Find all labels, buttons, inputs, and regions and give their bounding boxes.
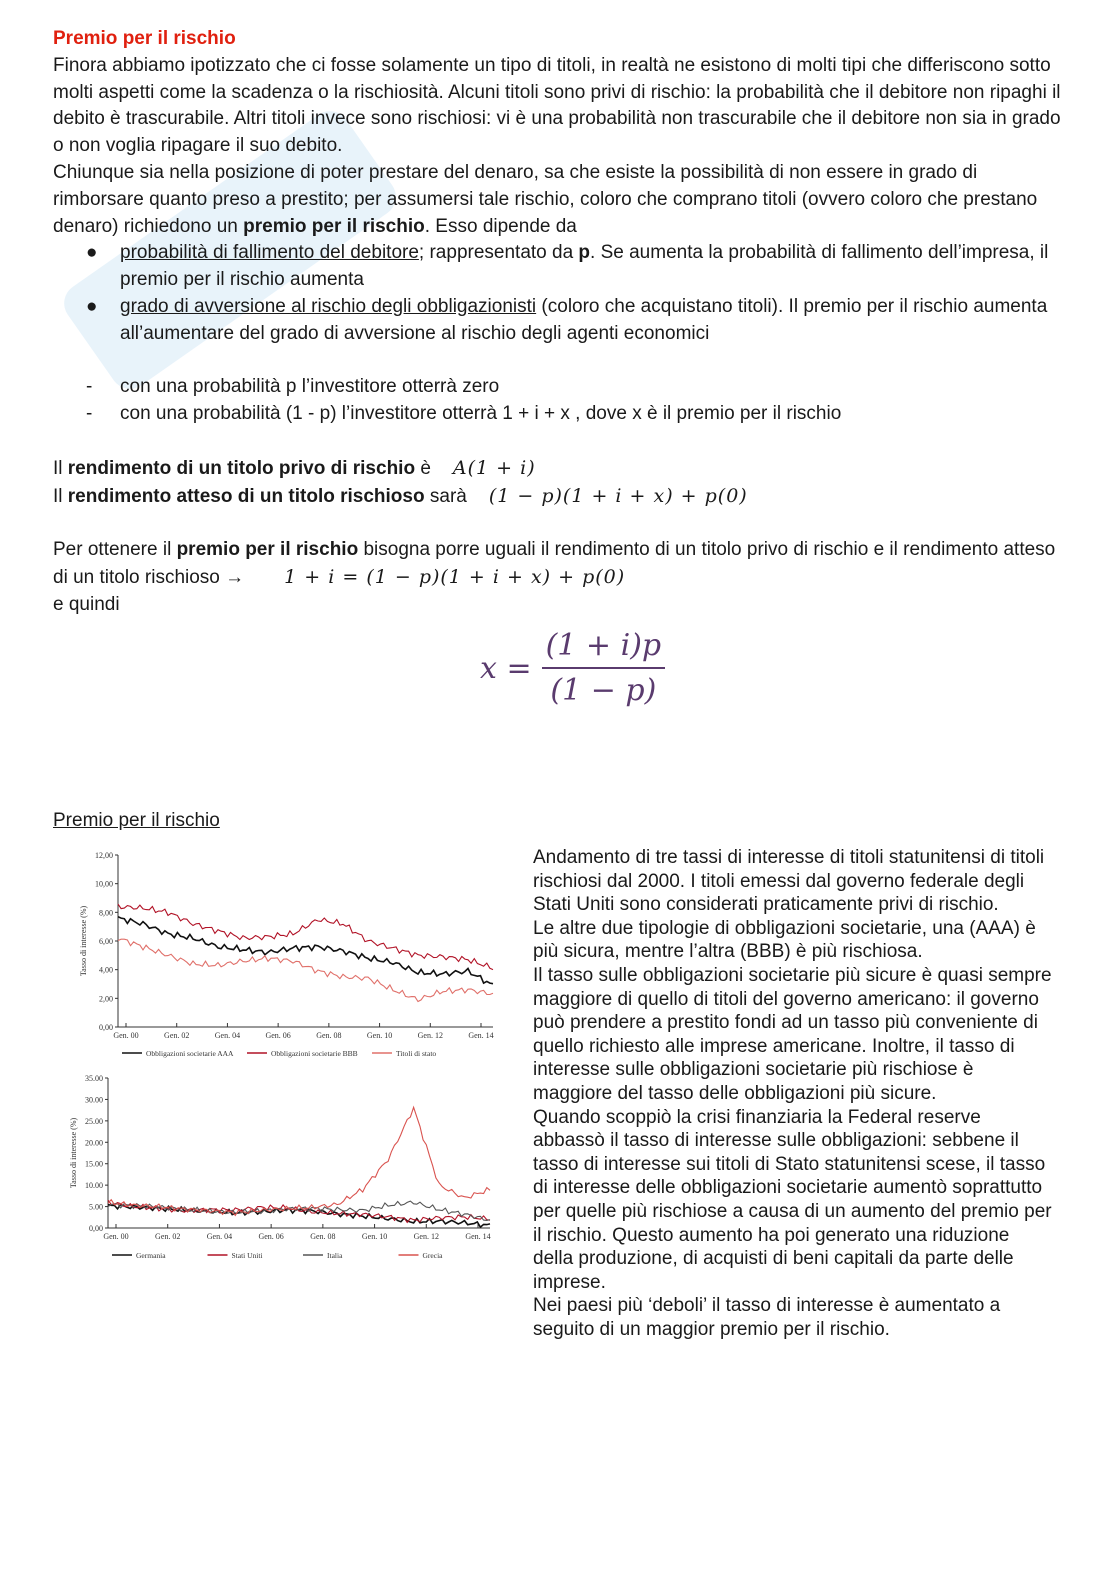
x-tick-label: Gen. 00 — [103, 1232, 129, 1241]
chart-us-rates — [70, 845, 500, 1065]
dash-item — [53, 401, 1063, 428]
y-tick-label: 6,00 — [99, 937, 113, 946]
description-paragraph: Il tasso sulle obbligazioni societarie più sicure è quasi sempre maggiore di quello di titoli del governo americano: il governo può prendere a prestito fondi ad un tasso più conveniente di quello richiesto alle imprese americane. Inoltre, il tasso di interesse sulle obbligazioni societarie più rischiose è maggiore del tasso delle obbligazioni più sicure. — [533, 964, 1052, 1104]
paragraph-3-bold: premio per il rischio — [176, 539, 359, 561]
series-line — [118, 917, 493, 984]
paragraph-3-prefix: Per ottenere il — [53, 539, 177, 561]
x-tick-label: Gen. 10 — [366, 1031, 393, 1040]
x-tick-label: Gen. 14 — [465, 1232, 491, 1241]
legend-label: Obbligazioni societarie AAA — [146, 1049, 234, 1058]
section-intro — [53, 26, 1063, 619]
bullet-dot-icon: ● — [86, 295, 98, 317]
paragraph-2 — [53, 160, 1063, 240]
formula-lhs: x = — [480, 650, 532, 686]
risky-bold: rendimento atteso di un titolo rischioso — [67, 485, 425, 507]
legend-label: Italia — [327, 1251, 343, 1260]
section-2-title: Premio per il rischio — [53, 810, 220, 831]
x-tick-label: Gen. 12 — [417, 1031, 443, 1040]
x-tick-label: Gen. 10 — [361, 1232, 388, 1241]
x-tick-label: Gen. 12 — [413, 1232, 439, 1241]
formula-denominator: (1 − p) — [550, 673, 657, 708]
description-paragraph: Le altre due tipologie di obbligazioni societarie, una (AAA) è più sicura, mentre l’altra (BBB) è più rischiosa. — [533, 917, 1036, 963]
section-title: Premio per il rischio — [53, 28, 236, 49]
y-tick-label: 15.00 — [85, 1159, 103, 1169]
y-tick-label: 20.00 — [85, 1138, 103, 1148]
y-tick-label: 8,00 — [99, 908, 113, 918]
y-tick-label: 10,00 — [95, 879, 113, 889]
risky-formula: (1 − p)(1 + i + x) + p(0) — [488, 484, 748, 507]
y-axis-label: Tasso di interesse (%) — [79, 905, 88, 977]
y-tick-label: 25.00 — [85, 1116, 103, 1126]
bullet-text: ; rappresentato da — [418, 242, 579, 264]
description-paragraph: Nei paesi più ‘deboli’ il tasso di interesse è aumentato a seguito di un maggior premio per il rischio. — [533, 1295, 1001, 1340]
bullet-text-tail: . Se aumenta la probabilità di fallimento dell’impresa, il premio per il rischio aumenta — [120, 242, 1049, 291]
x-tick-label: Gen. 06 — [258, 1232, 284, 1241]
y-tick-label: 4,00 — [99, 965, 113, 975]
legend-label: Obbligazioni societarie BBB — [271, 1049, 358, 1058]
x-tick-label: Gen. 02 — [164, 1031, 190, 1040]
y-axis-label: Tasso di interesse (%) — [69, 1117, 78, 1189]
bullet-dot-icon: ● — [86, 242, 98, 264]
legend-label: Stati Uniti — [231, 1251, 263, 1260]
y-tick-label: 30.00 — [85, 1095, 103, 1105]
bullet-underlined: probabilità di fallimento del debitore — [120, 242, 419, 264]
dash-text: con una probabilità p l’investitore otterrà zero — [120, 376, 500, 398]
risky-suffix: sarà — [424, 485, 467, 507]
risky-prefix: Il — [53, 485, 68, 507]
bullet-text: (coloro che acquistano titoli). Il premio per il rischio aumenta all’aumentare del grado di avversione al rischio degli agenti economici — [120, 295, 1048, 344]
x-tick-label: Gen. 04 — [214, 1031, 241, 1040]
x-tick-label: Gen. 08 — [310, 1232, 336, 1241]
y-tick-label: 35.00 — [85, 1074, 103, 1083]
series-line — [118, 939, 493, 1001]
paragraph-2-bold: premio per il rischio — [243, 215, 425, 237]
bullet-underlined: grado di avversione al rischio degli obbligazionisti — [120, 295, 537, 317]
legend-label: Germania — [136, 1251, 166, 1260]
x-tick-label: Gen. 00 — [113, 1031, 139, 1040]
y-tick-label: 0,00 — [99, 1023, 113, 1032]
paragraph-2-tail: . Esso dipende da — [424, 215, 577, 237]
paragraph-2-text: Chiunque sia nella posizione di poter prestare del denaro, sa che esiste la possibilità di non essere in grado di rimborsare quanto preso a prestito; per assumersi tale rischio, coloro che comprano titoli (ovvero coloro che prestano denaro) richiedono un — [53, 161, 1038, 237]
paragraph-3 — [53, 537, 1063, 592]
bullet-item — [53, 294, 1063, 348]
legend-label: Titoli di stato — [396, 1049, 437, 1058]
description-paragraph: Andamento di tre tassi di interesse di titoli statunitensi di titoli rischiosi dal 2000. I titoli emessi dal governo federale degli Stati Uniti sono considerati praticamente privi di rischio. — [533, 847, 1045, 916]
y-tick-label: 12,00 — [95, 851, 113, 860]
x-tick-label: Gen. 02 — [155, 1232, 181, 1241]
riskfree-suffix: è — [415, 457, 431, 479]
bullet-bold: p — [578, 242, 591, 264]
riskfree-bold: rendimento di un titolo privo di rischio — [67, 457, 416, 479]
x-tick-label: Gen. 06 — [265, 1031, 291, 1040]
x-tick-label: Gen. 08 — [316, 1031, 342, 1040]
legend-label: Grecia — [422, 1251, 443, 1260]
risky-line — [53, 483, 1063, 511]
dash-text: con una probabilità (1 - p) l’investitore otterrà 1 + i + x , dove x è il premio per il rischio — [120, 403, 842, 425]
riskfree-prefix: Il — [53, 457, 68, 479]
risk-premium-formula — [480, 628, 665, 708]
dash-list — [53, 374, 1063, 428]
paragraph-3-text: bisogna porre uguali il rendimento di un titolo privo di rischio e il rendimento atteso di un titolo rischioso → — [53, 539, 1056, 588]
x-tick-label: Gen. 14 — [468, 1031, 494, 1040]
riskfree-formula: A(1 + i) — [452, 456, 536, 479]
x-tick-label: Gen. 04 — [206, 1232, 233, 1241]
y-tick-label: 2,00 — [99, 994, 113, 1004]
paragraph-1: Finora abbiamo ipotizzato che ci fosse solamente un tipo di titoli, in realtà ne esistono di molti tipi che differiscono sotto molti aspetti come la scadenza o la rischiosità. Alcuni titoli sono privi di rischio: la probabilità che il debitore non ripaghi il debito è trascurabile. Altri titoli invece sono rischiosi: vi è una probabilità non trascurabile che il debitore non sia in grado o non voglia ripagare il suo debito. — [53, 54, 1061, 157]
riskfree-line — [53, 455, 1063, 483]
formula-numerator: (1 + i)p — [542, 628, 666, 669]
dash-icon: - — [86, 376, 93, 398]
bullet-item — [53, 240, 1063, 294]
y-tick-label: 10.00 — [85, 1181, 103, 1191]
section-chart — [53, 808, 1063, 835]
y-tick-label: 5.00 — [89, 1202, 103, 1212]
description-paragraph: Quando scoppiò la crisi finanziaria la Federal reserve abbassò il tasso di interesse sulle obbligazioni: sebbene il tasso di interesse sui titoli di Stato statunitensi scese, il tasso di interesse delle obbligazioni societarie aumentò soprattutto per quelle più rischiose a causa di un aumento del premio per il rischio. Questo aumento ha poi generato una riduzione della produzione, di acquisti di beni capitali da parte delle imprese. — [533, 1106, 1052, 1293]
bullet-list — [53, 240, 1063, 347]
dash-item — [53, 374, 1063, 401]
chart-description — [533, 846, 1053, 1341]
dash-icon: - — [86, 403, 93, 425]
series-line — [108, 1107, 490, 1215]
chart-eu-rates — [58, 1068, 500, 1268]
y-tick-label: 0,00 — [89, 1224, 103, 1233]
paragraph-3-tail: e quindi — [53, 593, 120, 615]
equality-formula: 1 + i = (1 − p)(1 + i + x) + p(0) — [284, 565, 626, 588]
formula-fraction — [542, 628, 666, 708]
